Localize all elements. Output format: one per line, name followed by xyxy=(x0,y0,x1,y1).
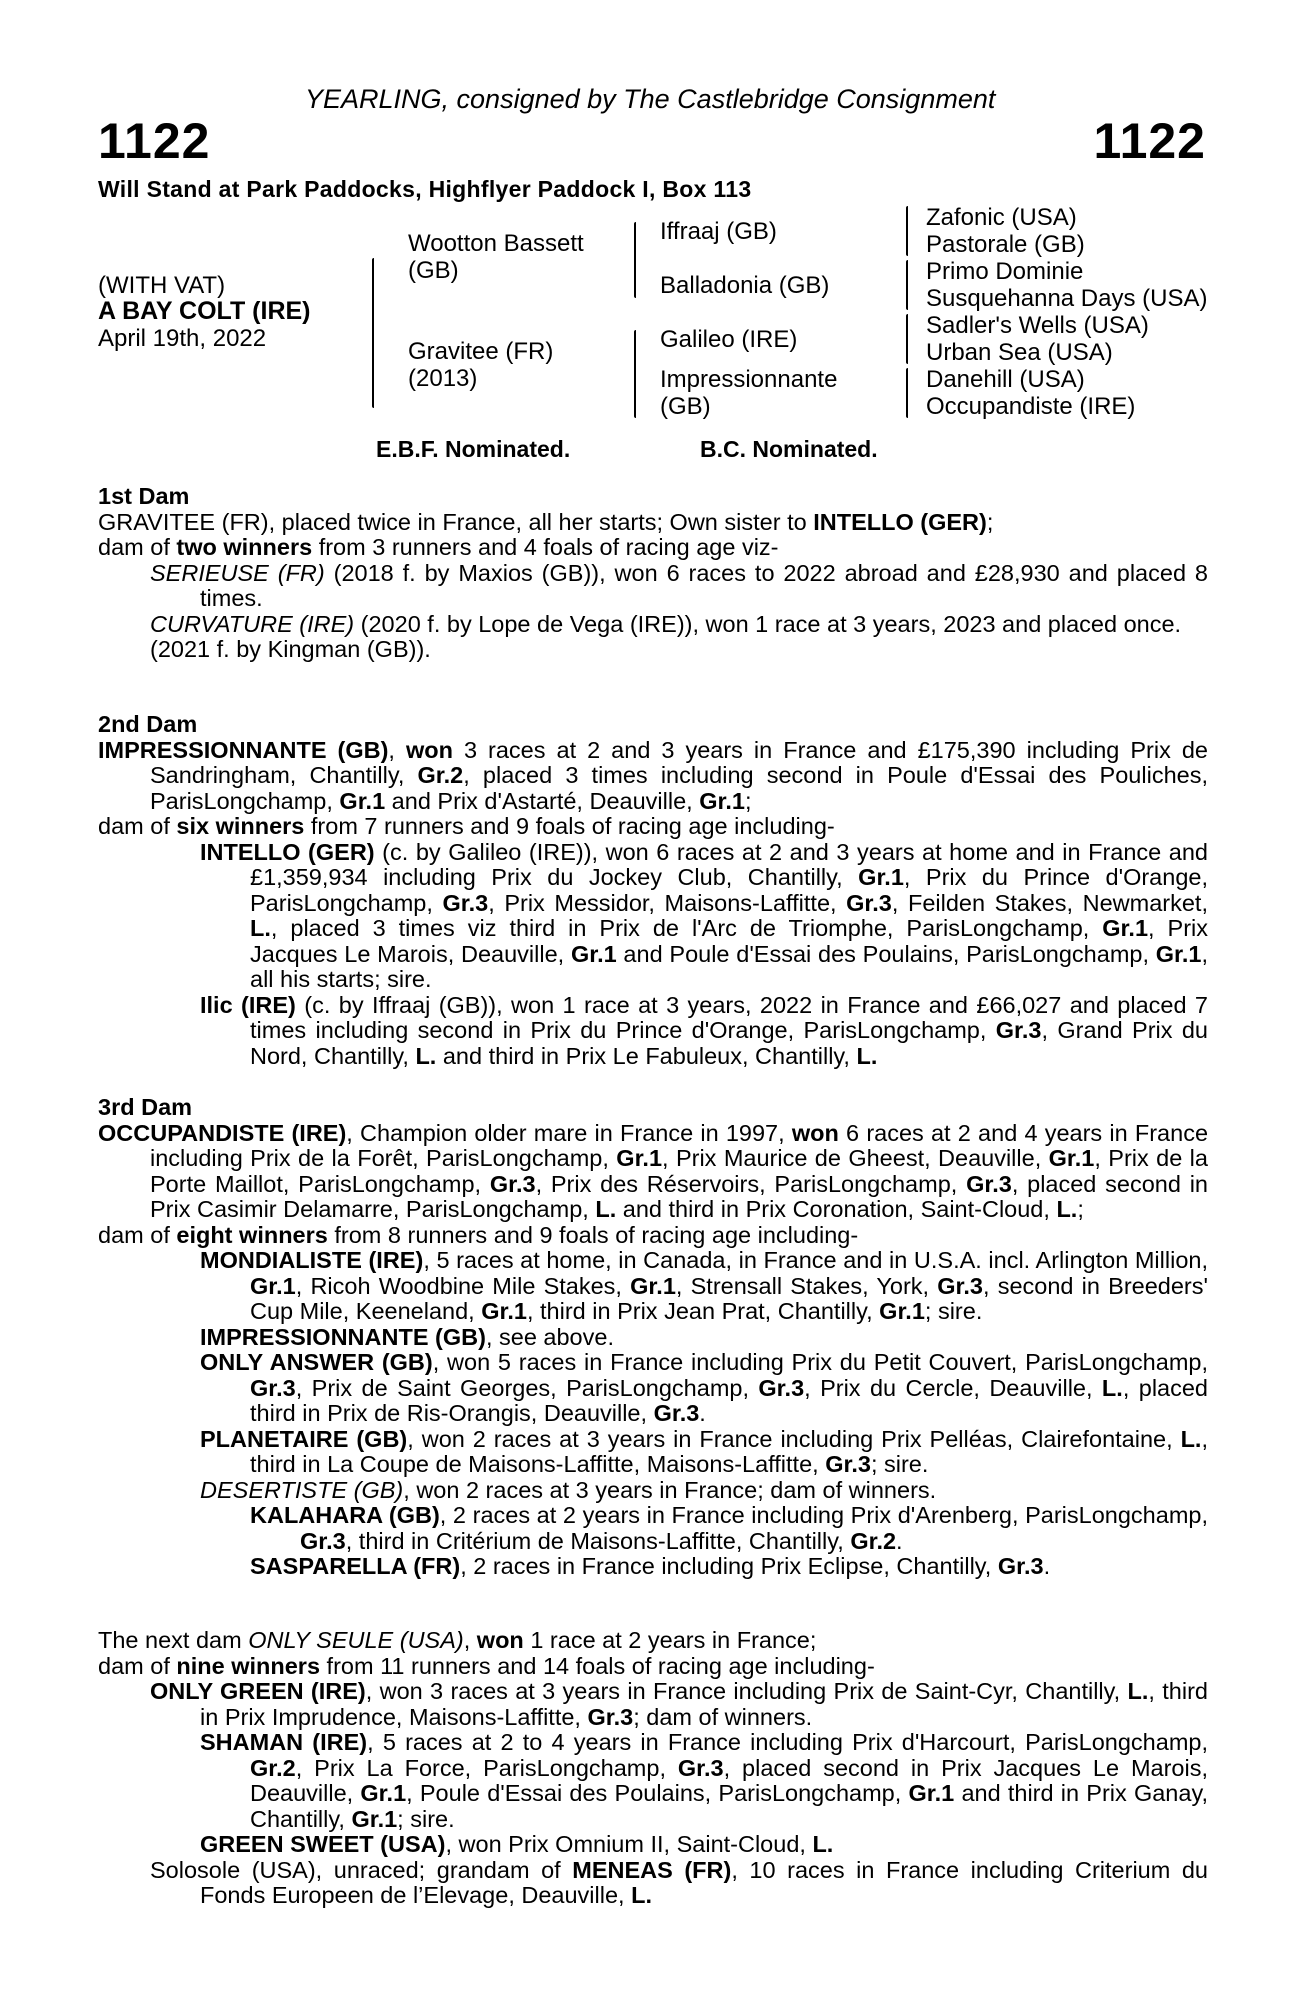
produce-entry: MONDIALISTE (IRE), 5 races at home, in Canada, in France and in U.S.A. incl. Arlington Million, Gr.1, Ricoh Woodbine Mile Stakes, Gr.1, Strensall Stakes, York, Gr.3, second in Breeders' Cup Mile, Keeneland, Gr.1, third in Prix Jean Prat, Chantilly, Gr.1; sire. xyxy=(200,1247,1208,1324)
horse-name: A BAY COLT (IRE) xyxy=(98,297,311,325)
pedigree-brace-ss xyxy=(906,206,908,256)
pedigree-dss: Sadler's Wells (USA) xyxy=(926,312,1149,339)
next-dam-produce-summary: dam of nine winners from 11 runners and 14 foals of racing age including- xyxy=(98,1652,875,1679)
pedigree-dds: Danehill (USA) xyxy=(926,366,1085,393)
ebf-nomination: E.B.F. Nominated. xyxy=(376,436,571,462)
pedigree-dam-dam: Impressionnante (GB) xyxy=(660,366,838,420)
third-dam-produce-summary: dam of eight winners from 8 runners and 9 foals of racing age including- xyxy=(98,1221,859,1248)
first-dam-produce-summary: dam of two winners from 3 runners and 4 foals of racing age viz- xyxy=(98,534,779,560)
third-dam-heading: 3rd Dam xyxy=(98,1094,193,1120)
second-dam-heading: 2nd Dam xyxy=(98,711,198,737)
third-dam-summary: OCCUPANDISTE (IRE), Champion older mare in France in 1997, won 6 races at 2 and 4 years in France including Prix de la Forêt, ParisLongchamp, Gr.1, Prix Maurice de Gheest, Deauville, Gr.1, Prix de la Porte Maillot, ParisLongchamp, Gr.3, Prix des Réservoirs, ParisLongchamp, Gr.3, placed second in Prix Casimir Delamarre, ParisLongchamp, L. and third in Prix Coronation, Saint-Cloud, L.; xyxy=(98,1119,1209,1222)
pedigree-sss: Zafonic (USA) xyxy=(926,204,1077,231)
next-dam-section xyxy=(98,1628,1208,1909)
lot-number-right: 1122 xyxy=(1093,113,1206,169)
pedigree-brace-sire xyxy=(634,222,636,298)
pedigree-sire-sire: Iffraaj (GB) xyxy=(660,218,777,245)
pedigree-brace-sd xyxy=(906,260,908,310)
pedigree-brace-main xyxy=(372,258,374,408)
pedigree-brace-dd xyxy=(906,368,908,418)
consignor-line: YEARLING, consigned by The Castlebridge Consignment xyxy=(305,84,996,114)
produce-entry: ONLY GREEN (IRE), won 3 races at 3 years in France including Prix de Saint-Cyr, Chantilly, L., third in Prix Imprudence, Maisons-Laffitte, Gr.3; dam of winners. xyxy=(150,1678,1208,1730)
produce-entry: CURVATURE (IRE) (2020 f. by Lope de Vega (IRE)), won 1 race at 3 years, 2023 and placed once. xyxy=(150,610,1182,637)
produce-entry: IMPRESSIONNANTE (GB), see above. xyxy=(200,1323,614,1350)
produce-entry: SASPARELLA (FR), 2 races in France including Prix Eclipse, Chantilly, Gr.3. xyxy=(250,1553,1051,1579)
first-dam-heading: 1st Dam xyxy=(98,483,190,509)
produce-entry: GREEN SWEET (USA), won Prix Omnium II, Saint-Cloud, L. xyxy=(200,1831,834,1857)
second-dam-summary: IMPRESSIONNANTE (GB), won 3 races at 2 and 3 years in France and £175,390 including Prix de Sandringham, Chantilly, Gr.2, placed 3 times including second in Poule d'Essai des Pouliches, ParisLongchamp, Gr.1 and Prix d'Astarté, Deauville, Gr.1; xyxy=(98,736,1208,814)
produce-entry: Ilic (IRE) (c. by Iffraaj (GB)), won 1 race at 3 years, 2022 in France and £66,027 and placed 7 times including second in Prix du Prince d'Orange, ParisLongchamp, Gr.3, Grand Prix du Nord, Chantilly, L. and third in Prix Le Fabuleux, Chantilly, L. xyxy=(200,991,1209,1069)
next-dam-summary: The next dam ONLY SEULE (USA), won 1 race at 2 years in France; xyxy=(98,1627,817,1653)
produce-entry: DESERTISTE (GB), won 2 races at 3 years in France; dam of winners. xyxy=(200,1476,937,1503)
bc-nomination: B.C. Nominated. xyxy=(700,436,878,462)
pedigree-dsd: Urban Sea (USA) xyxy=(926,339,1113,366)
produce-entry: KALAHARA (GB), 2 races at 2 years in France including Prix d'Arenberg, ParisLongchamp, Gr.3, third in Critérium de Maisons-Laffitte, Chantilly, Gr.2. xyxy=(250,1502,1208,1554)
first-dam-summary: GRAVITEE (FR), placed twice in France, all her starts; Own sister to INTELLO (GER); xyxy=(98,508,994,535)
pedigree-sire-dam: Balladonia (GB) xyxy=(660,272,830,299)
horse-dob: April 19th, 2022 xyxy=(98,325,267,352)
lot-number-left: 1122 xyxy=(98,113,211,169)
produce-entry: (2021 f. by Kingman (GB)). xyxy=(150,636,431,662)
produce-entry: PLANETAIRE (GB), won 2 races at 3 years in France including Prix Pelléas, Clairefontaine, L., third in La Coupe de Maisons-Laffitte, Maisons-Laffitte, Gr.3; sire. xyxy=(200,1425,1208,1477)
pedigree-sdd: Susquehanna Days (USA) xyxy=(926,285,1208,312)
produce-entry: INTELLO (GER) (c. by Galileo (IRE)), won 6 races at 2 and 3 years at home and in France and £1,359,934 including Prix du Jockey Club, Chantilly, Gr.1, Prix du Prince d'Orange, ParisLongchamp, Gr.3, Prix Messidor, Maisons-Laffitte, Gr.3, Feilden Stakes, Newmarket, L., placed 3 times viz third in Prix de l'Arc de Triomphe, ParisLongchamp, Gr.1, Prix Jacques Le Marois, Deauville, Gr.1 and Poule d'Essai des Poulains, ParisLongchamp, Gr.1, all his starts; sire. xyxy=(200,838,1209,992)
pedigree-sire: Wootton Bassett (GB) xyxy=(408,230,584,284)
produce-entry: Solosole (USA), unraced; grandam of MENEAS (FR), 10 races in France including Criterium du Fonds Europeen de l’Elevage, Deauville, L. xyxy=(150,1856,1209,1908)
pedigree-dam-sire: Galileo (IRE) xyxy=(660,326,798,353)
produce-entry: SERIEUSE (FR) (2018 f. by Maxios (GB)), won 6 races to 2022 abroad and £28,930 and placed 8 times. xyxy=(150,559,1208,611)
stand-location: Will Stand at Park Paddocks, Highflyer Paddock I, Box 113 xyxy=(98,176,752,202)
produce-entry: SHAMAN (IRE), 5 races at 2 to 4 years in France including Prix d'Harcourt, ParisLongchamp, Gr.2, Prix La Force, ParisLongchamp, Gr.3, placed second in Prix Jacques Le Marois, Deauville, Gr.1, Poule d'Essai des Poulains, ParisLongchamp, Gr.1 and third in Prix Ganay, Chantilly, Gr.1; sire. xyxy=(200,1729,1208,1832)
pedigree-sds: Primo Dominie xyxy=(926,258,1084,285)
second-dam-produce-summary: dam of six winners from 7 runners and 9 foals of racing age including- xyxy=(98,813,835,839)
third-dam-section xyxy=(98,1095,1208,1580)
pedigree-brace-ds xyxy=(906,314,908,364)
pedigree-brace-dam xyxy=(634,330,636,418)
produce-entry: ONLY ANSWER (GB), won 5 races in France including Prix du Petit Couvert, ParisLongchamp, Gr.3, Prix de Saint Georges, ParisLongchamp, Gr.3, Prix du Cercle, Deauville, L., placed third in Prix de Ris-Orangis, Deauville, Gr.3. xyxy=(200,1349,1208,1426)
vat-note: (WITH VAT) xyxy=(98,272,226,299)
pedigree-ddd: Occupandiste (IRE) xyxy=(926,393,1136,420)
second-dam-section xyxy=(98,712,1208,1069)
pedigree-dam: Gravitee (FR) (2013) xyxy=(408,338,554,392)
first-dam-section xyxy=(98,484,1208,663)
pedigree-ssd: Pastorale (GB) xyxy=(926,231,1085,258)
